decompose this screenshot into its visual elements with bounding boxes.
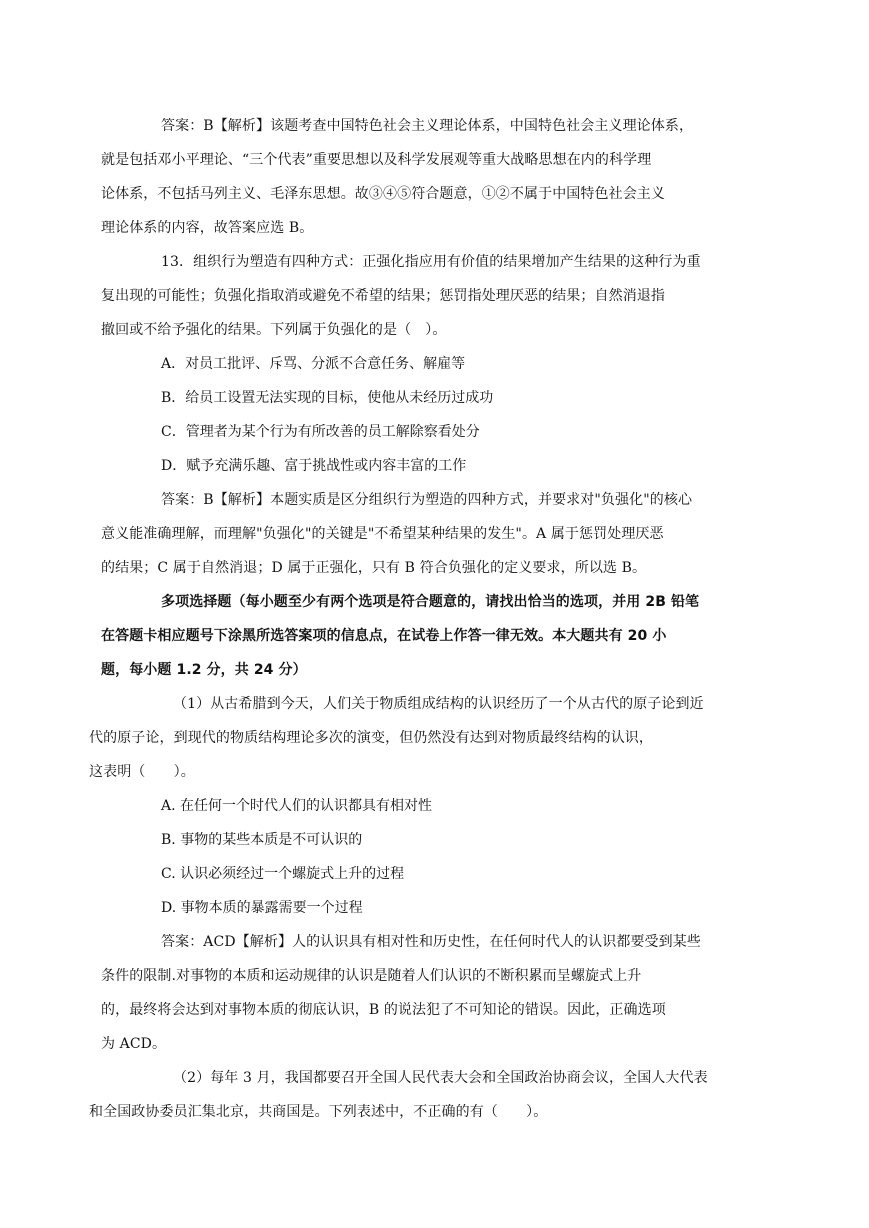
answer-paragraph-q13 [101,483,779,585]
section-heading-multiple-choice [101,585,779,687]
text-line: 的，最终将会达到对事物本质的彻底认识，B 的说法犯了不可知论的错误。因此，正确选项 [101,1002,666,1018]
option-d: D．赋予充满乐趣、富于挑战性或内容丰富的工作 [161,458,467,474]
document-content [89,109,779,1129]
text-line: 就是包括邓小平理论、“三个代表”重要思想以及科学发展观等重大战略思想在内的科学理 [101,152,652,168]
option-a: A．对员工批评、斥骂、分派不合意任务、解雇等 [161,356,466,372]
text-line: 撤回或不给予强化的结果。下列属于负强化的是（ ）。 [101,322,447,338]
text-line: （2）每年 3 月，我国都要召开全国人民代表大会和全国政治协商会议，全国人大代表 [173,1070,708,1086]
text-line: 13．组织行为塑造有四种方式：正强化指应用有价值的结果增加产生结果的这种行为重 [161,254,701,270]
text-line: 为 ACD。 [101,1036,167,1052]
text-line: 在答题卡相应题号下涂黑所选答案项的信息点，在试卷上作答一律无效。本大题共有 20 小 [101,628,667,644]
text-line: 理论体系的内容，故答案应选 B。 [101,220,314,236]
text-line: 题，每小题 1.2 分，共 24 分） [101,662,307,678]
option-a: A. 在任何一个时代人们的认识都具有相对性 [161,798,433,814]
question-multi-1 [89,687,779,789]
text-line: 答案：B【解析】该题考查中国特色社会主义理论体系，中国特色社会主义理论体系， [161,118,694,134]
question-13 [101,245,779,347]
text-line: 和全国政协委员汇集北京，共商国是。下列表述中，不正确的有（ ）。 [89,1104,548,1120]
text-line: 意义能准确理解，而理解"负强化"的关键是"不希望某种结果的发生"。A 属于惩罚处理厌恶 [101,526,664,542]
text-line: 条件的限制.对事物的本质和运动规律的认识是随着人们认识的不断积累而呈螺旋式上升 [101,968,642,984]
text-line: 答案：B【解析】本题实质是区分组织行为塑造的四种方式，并要求对"负强化"的核心 [161,492,693,508]
option-d: D. 事物本质的暴露需要一个过程 [161,900,363,916]
option-c: C．管理者为某个行为有所改善的员工解除察看处分 [161,424,480,440]
answer-paragraph-multi-1 [101,925,779,1061]
option-c: C. 认识必须经过一个螺旋式上升的过程 [161,866,405,882]
question-multi-2 [89,1061,779,1129]
text-line: 代的原子论，到现代的物质结构理论多次的演变，但仍然没有达到对物质最终结构的认识， [89,730,653,746]
text-line: 的结果；C 属于自然消退；D 属于正强化，只有 B 符合负强化的定义要求，所以选 B。 [101,560,647,576]
option-b: B．给员工设置无法实现的目标，使他从未经历过成功 [161,390,494,406]
text-line: 这表明（ ）。 [89,764,195,780]
text-line: 复出现的可能性；负强化指取消或避免不希望的结果；惩罚指处理厌恶的结果；自然消退指 [101,288,665,304]
option-b: B. 事物的某些本质是不可认识的 [161,832,363,848]
answer-paragraph-q12 [101,109,779,245]
text-line: （1）从古希腊到今天，人们关于物质组成结构的认识经历了一个从古代的原子论到近 [173,696,704,712]
text-line: 论体系，不包括马列主义、毛泽东思想。故③④⑤符合题意，①②不属于中国特色社会主义 [101,186,665,202]
text-line: 多项选择题（每小题至少有两个选项是符合题意的，请找出恰当的选项，并用 2B 铅笔 [161,594,700,610]
text-line: 答案：ACD【解析】人的认识具有相对性和历史性，在任何时代人的认识都要受到某些 [161,934,701,950]
